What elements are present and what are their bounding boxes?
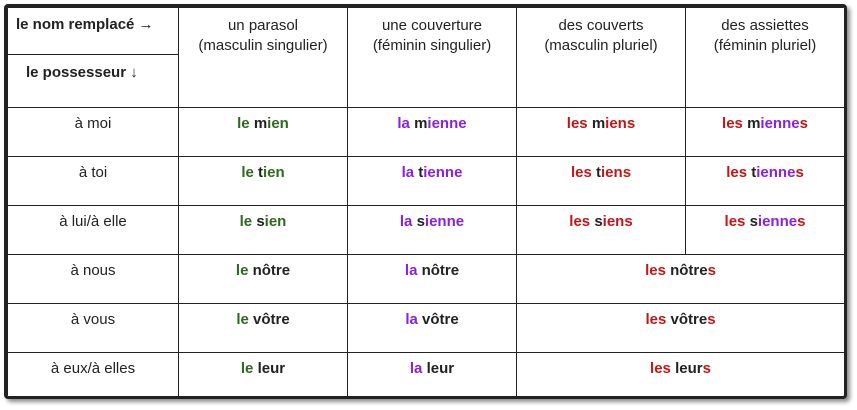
column-noun: un parasol: [227, 17, 299, 34]
pronoun-segment: s: [795, 164, 804, 181]
pronoun-segment: t: [414, 164, 424, 181]
pronoun-segment: s: [707, 262, 716, 279]
pronoun-segment: ien: [267, 115, 289, 132]
table-row: [8, 304, 845, 353]
table-row: [8, 108, 845, 157]
pronoun-segment: s: [797, 213, 806, 230]
pronoun-segment: le: [237, 115, 250, 132]
pronoun-cell: [686, 206, 845, 255]
pronoun-cell: [517, 304, 845, 353]
pronoun-segment: s: [745, 213, 758, 230]
pronoun-cell: [517, 206, 686, 255]
pronoun-segment: t: [591, 164, 601, 181]
pronoun-segment: t: [253, 164, 263, 181]
pronoun-segment: la: [405, 311, 418, 328]
possessor-cell: à eux/à elles: [8, 353, 179, 400]
pronoun-cell: [179, 304, 348, 353]
table-row: [8, 255, 845, 304]
column-header: [348, 8, 517, 108]
pronoun-segment: m: [249, 115, 268, 132]
pronoun-segment: la: [399, 213, 413, 230]
pronoun-segment: ien: [601, 164, 623, 181]
pronoun-cell: [348, 304, 517, 353]
possessor-cell: à nous: [8, 255, 179, 304]
pronoun-segment: m: [587, 115, 606, 132]
pronoun-segment: vôtre: [417, 311, 459, 328]
pronoun-segment: ien: [602, 213, 625, 230]
pronoun-segment: ienne: [427, 115, 467, 132]
pronoun-cell: [686, 157, 845, 206]
table-row: [8, 353, 845, 400]
pronoun-cell: [179, 206, 348, 255]
pronoun-segment: les: [566, 115, 588, 132]
pronoun-segment: leur: [670, 360, 703, 377]
pronoun-table-frame: [4, 4, 847, 399]
pronoun-segment: s: [799, 115, 808, 132]
pronoun-segment: s: [626, 115, 636, 132]
pronoun-segment: les: [570, 164, 592, 181]
pronoun-segment: s: [702, 360, 711, 377]
pronoun-segment: s: [412, 213, 425, 230]
pronoun-segment: s: [590, 213, 603, 230]
pronoun-segment: t: [747, 164, 757, 181]
pronoun-cell: [348, 108, 517, 157]
column-header: [179, 8, 348, 108]
pronoun-segment: le: [239, 213, 253, 230]
pronoun-segment: le: [235, 262, 249, 279]
pronoun-cell: [517, 108, 686, 157]
header-row: [8, 8, 845, 108]
pronoun-segment: ien: [263, 164, 285, 181]
pronoun-segment: ien: [264, 213, 287, 230]
pronoun-segment: les: [645, 311, 667, 328]
pronoun-cell: [348, 255, 517, 304]
pronoun-segment: s: [622, 164, 632, 181]
pronoun-segment: s: [252, 213, 265, 230]
pronoun-segment: m: [409, 115, 428, 132]
pronoun-cell: [348, 353, 517, 400]
pronoun-segment: la: [401, 164, 415, 181]
pronoun-cell: [348, 206, 517, 255]
pronoun-segment: le: [241, 164, 254, 181]
possessive-pronoun-table: [7, 7, 845, 399]
pronoun-segment: les: [722, 115, 743, 132]
possessor-cell: à moi: [8, 108, 179, 157]
pronoun-segment: les: [645, 262, 666, 279]
possessor-label: le possesseur ↓: [26, 64, 138, 81]
pronoun-cell: [179, 255, 348, 304]
pronoun-segment: ienne: [756, 164, 796, 181]
pronoun-segment: la: [409, 360, 423, 377]
pronoun-segment: les: [569, 213, 591, 230]
replaced-noun-label: le nom remplacé →: [8, 8, 178, 55]
pronoun-segment: ien: [605, 115, 627, 132]
pronoun-cell: [179, 157, 348, 206]
column-header: [517, 8, 686, 108]
pronoun-segment: le: [236, 311, 249, 328]
possessor-cell: à toi: [8, 157, 179, 206]
pronoun-segment: vôtre: [666, 311, 708, 328]
pronoun-cell: [517, 255, 845, 304]
table-row: [8, 206, 845, 255]
pronoun-segment: la: [397, 115, 410, 132]
column-noun: des couverts: [558, 17, 644, 34]
column-gender: (féminin pluriel): [713, 37, 817, 54]
pronoun-cell: [179, 108, 348, 157]
pronoun-segment: vôtre: [248, 311, 290, 328]
pronoun-segment: ienne: [760, 115, 800, 132]
pronoun-cell: [517, 157, 686, 206]
column-noun: des assiettes: [721, 17, 809, 34]
column-gender: (féminin singulier): [372, 37, 492, 54]
pronoun-segment: les: [650, 360, 671, 377]
table-body: [8, 108, 845, 400]
pronoun-segment: ienne: [424, 213, 465, 230]
pronoun-segment: nôtre: [417, 262, 460, 279]
column-gender: (masculin singulier): [198, 37, 328, 54]
pronoun-segment: leur: [422, 360, 455, 377]
pronoun-segment: s: [707, 311, 716, 328]
pronoun-segment: le: [240, 360, 254, 377]
pronoun-segment: la: [404, 262, 418, 279]
pronoun-cell: [348, 157, 517, 206]
pronoun-segment: ienne: [423, 164, 463, 181]
pronoun-segment: leur: [253, 360, 286, 377]
pronoun-segment: s: [624, 213, 633, 230]
pronoun-segment: les: [726, 164, 748, 181]
pronoun-segment: nôtre: [248, 262, 291, 279]
corner-cell: [8, 8, 179, 108]
pronoun-cell: [179, 353, 348, 400]
column-header: [686, 8, 845, 108]
possessor-cell: à vous: [8, 304, 179, 353]
possessor-cell: à lui/à elle: [8, 206, 179, 255]
pronoun-segment: nôtre: [665, 262, 708, 279]
pronoun-segment: les: [724, 213, 746, 230]
column-gender: (masculin pluriel): [544, 37, 658, 54]
pronoun-segment: m: [742, 115, 761, 132]
table-row: [8, 157, 845, 206]
pronoun-cell: [517, 353, 845, 400]
pronoun-cell: [686, 108, 845, 157]
pronoun-segment: ienne: [757, 213, 798, 230]
column-noun: une couverture: [381, 17, 483, 34]
